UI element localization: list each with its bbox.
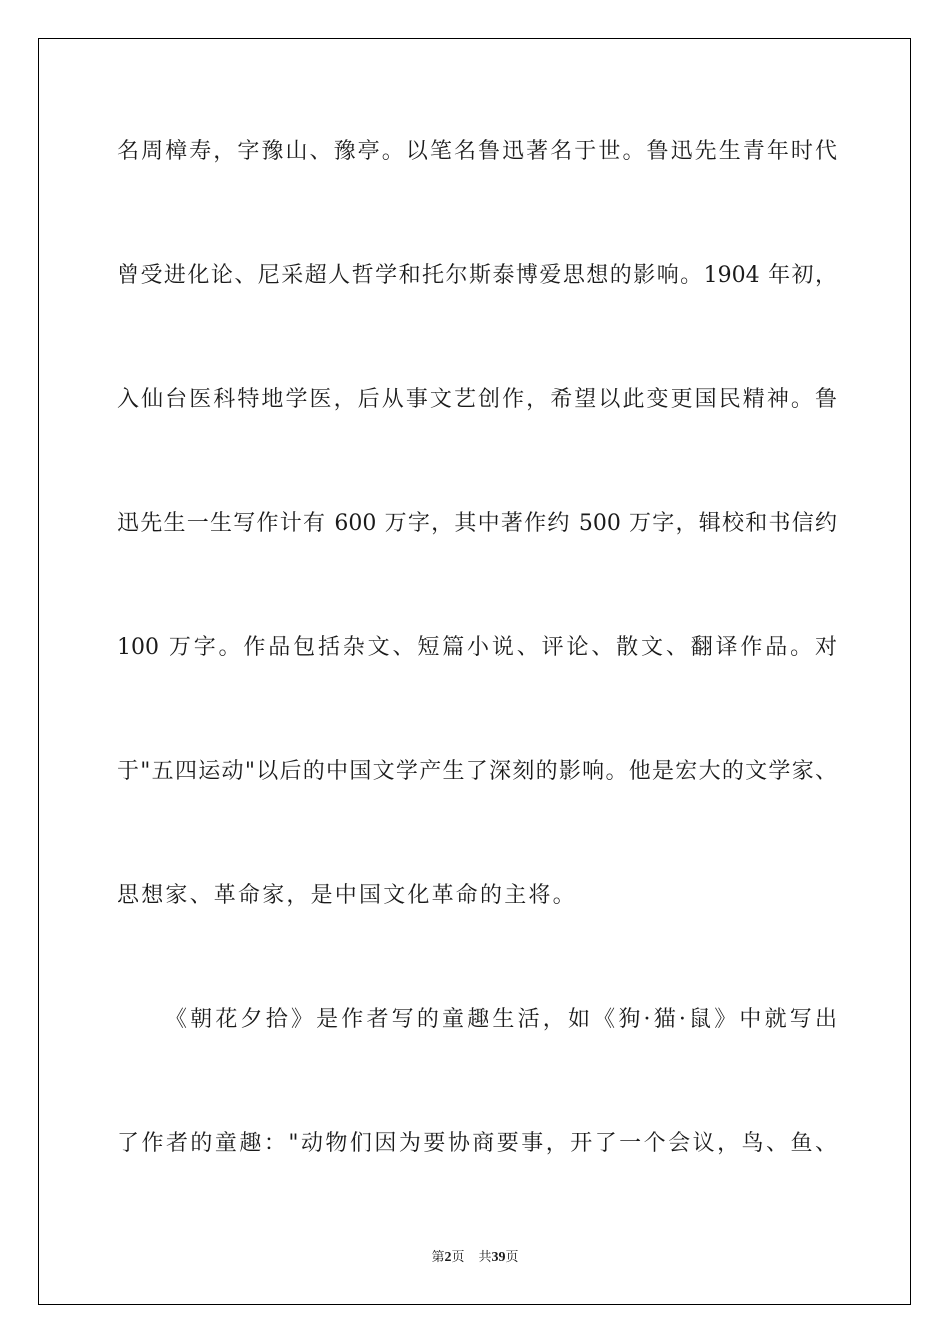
text-line-9: 了作者的童趣："动物们因为要协商要事，开了一个会议，鸟、鱼、 <box>117 1131 837 1156</box>
total-unit: 页 <box>505 1250 519 1265</box>
text-line-5: 100 万字。作品包括杂文、短篇小说、评论、散文、翻译作品。对 <box>117 635 837 660</box>
page-border <box>38 38 911 1305</box>
text-line-7: 思想家、革命家，是中国文化革命的主将。 <box>117 883 577 908</box>
text-line-1: 名周樟寿，字豫山、豫亭。以笔名鲁迅著名于世。鲁迅先生青年时代 <box>117 139 837 164</box>
total-prefix: 共 <box>478 1250 492 1265</box>
current-page-number: 2 <box>444 1250 452 1265</box>
total-page-count: 39 <box>491 1250 506 1265</box>
text-line-4: 迅先生一生写作计有 600 万字，其中著作约 500 万字，辑校和书信约 <box>117 511 837 536</box>
page-footer <box>0 1246 950 1266</box>
paragraph-start-line: 《朝花夕拾》是作者写的童趣生活，如《狗·猫·鼠》中就写出 <box>165 1007 837 1032</box>
text-line-3: 入仙台医科特地学医，后从事文艺创作，希望以此变更国民精神。鲁 <box>117 387 837 412</box>
text-line-2: 曾受进化论、尼采超人哲学和托尔斯泰博爱思想的影响。1904 年初， <box>117 263 837 288</box>
page-prefix: 第 <box>431 1250 445 1265</box>
text-line-6: 于"五四运动"以后的中国文学产生了深刻的影响。他是宏大的文学家、 <box>117 759 837 784</box>
page-unit: 页 <box>451 1250 465 1265</box>
